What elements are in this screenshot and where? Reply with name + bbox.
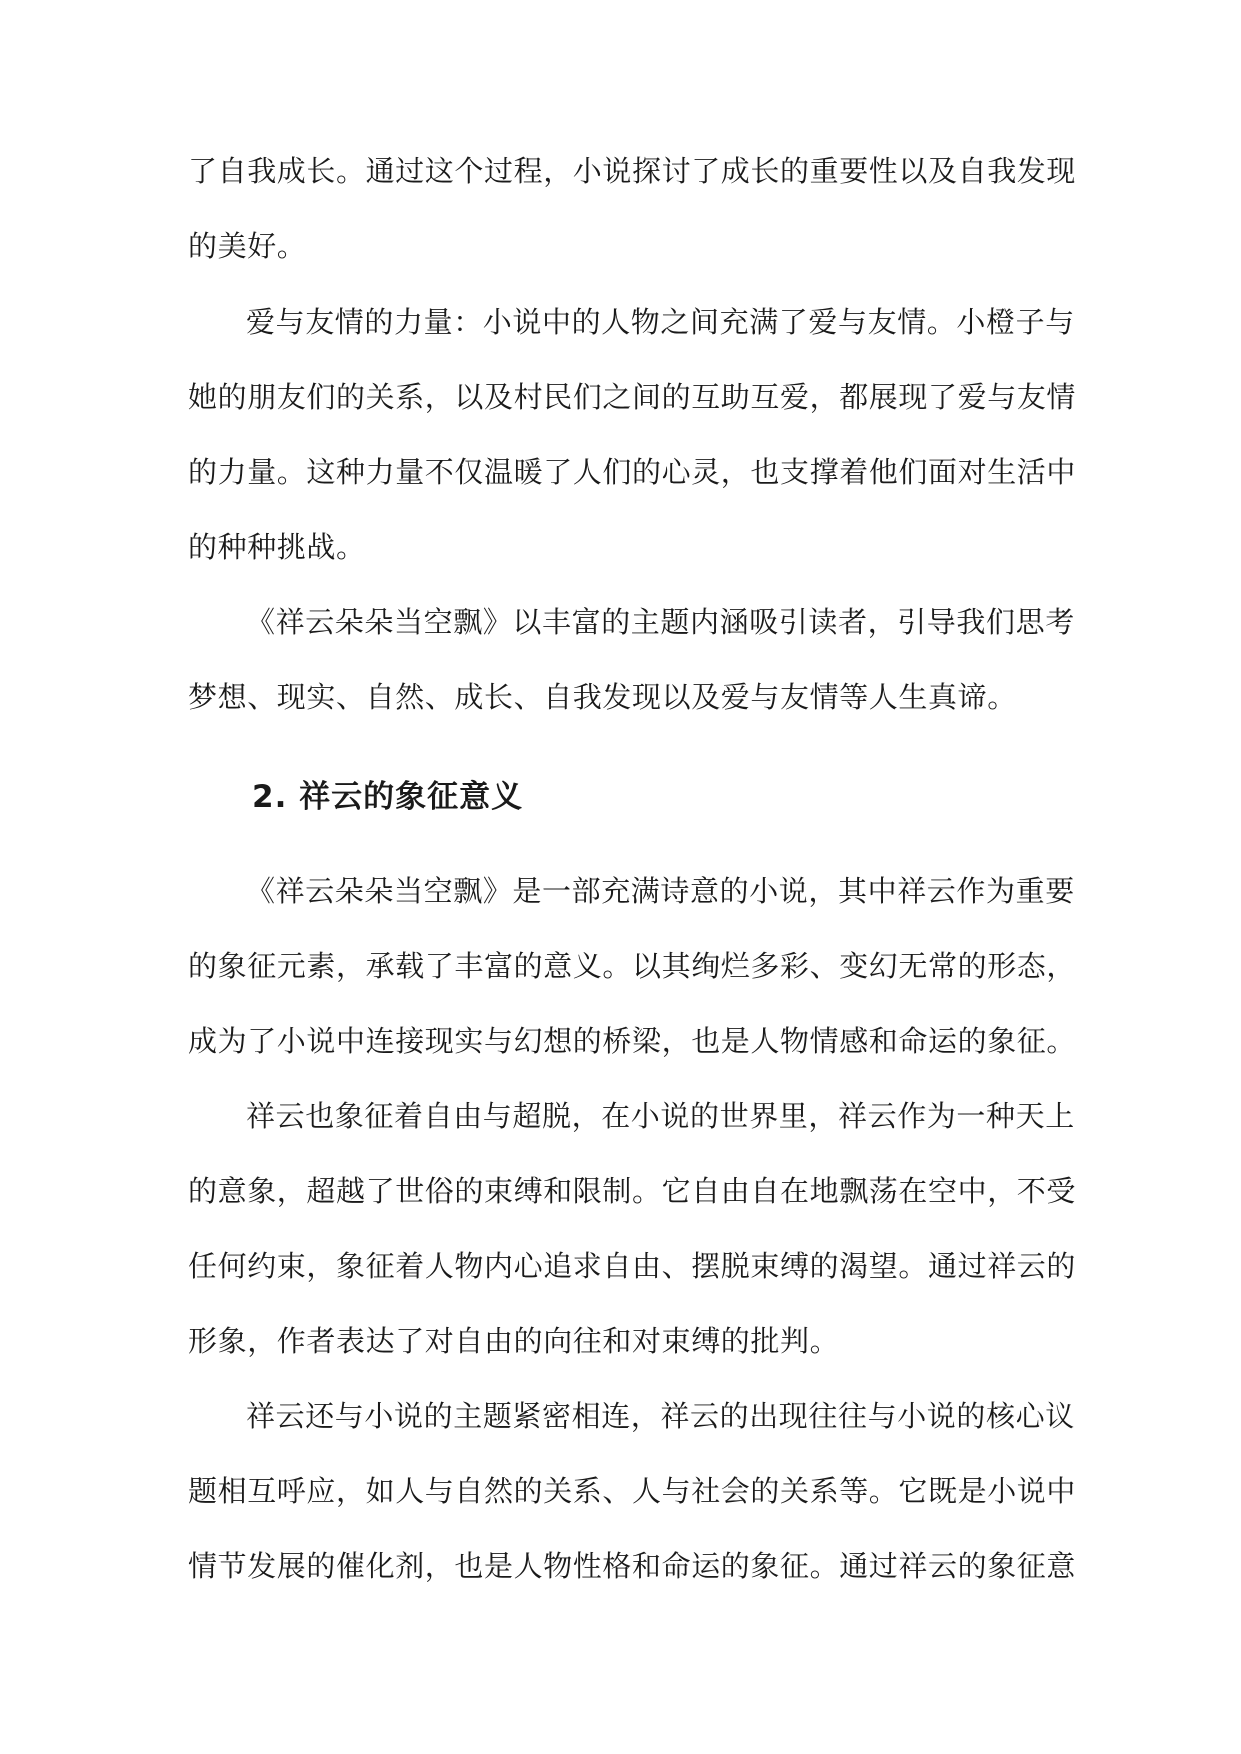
section-heading: 2. 祥云的象征意义 — [252, 779, 524, 815]
body-text-line: 任何约束，象征着人物内心追求自由、摆脱束缚的渴望。通过祥云的 — [188, 1249, 1077, 1283]
body-text-line: 的力量。这种力量不仅温暖了人们的心灵，也支撑着他们面对生活中 — [188, 455, 1077, 489]
body-text-line: 形象，作者表达了对自由的向往和对束缚的批判。 — [188, 1324, 840, 1358]
body-text-line: 的种种挑战。 — [188, 530, 366, 564]
paragraph-first-line: 祥云还与小说的主题紧密相连，祥云的出现往往与小说的核心议 — [246, 1399, 1075, 1433]
body-text-line: 题相互呼应，如人与自然的关系、人与社会的关系等。它既是小说中 — [188, 1474, 1077, 1508]
paragraph-first-line: 爱与友情的力量：小说中的人物之间充满了爱与友情。小橙子与 — [246, 305, 1075, 339]
body-text-line: 梦想、现实、自然、成长、自我发现以及爱与友情等人生真谛。 — [188, 680, 1017, 714]
body-text-line: 的象征元素，承载了丰富的意义。以其绚烂多彩、变幻无常的形态， — [188, 949, 1077, 983]
body-text-line: 成为了小说中连接现实与幻想的桥梁，也是人物情感和命运的象征。 — [188, 1024, 1077, 1058]
body-text-line: 她的朋友们的关系，以及村民们之间的互助互爱，都展现了爱与友情 — [188, 380, 1077, 414]
body-text-line: 了自我成长。通过这个过程，小说探讨了成长的重要性以及自我发现 — [188, 154, 1077, 188]
body-text-line: 的意象，超越了世俗的束缚和限制。它自由自在地飘荡在空中，不受 — [188, 1174, 1077, 1208]
body-text-line: 的美好。 — [188, 229, 307, 263]
paragraph-first-line: 《祥云朵朵当空飘》是一部充满诗意的小说，其中祥云作为重要 — [246, 874, 1075, 908]
body-text-line: 情节发展的催化剂，也是人物性格和命运的象征。通过祥云的象征意 — [188, 1549, 1077, 1583]
paragraph-first-line: 祥云也象征着自由与超脱，在小说的世界里，祥云作为一种天上 — [246, 1099, 1075, 1133]
paragraph-first-line: 《祥云朵朵当空飘》以丰富的主题内涵吸引读者，引导我们思考 — [246, 605, 1075, 639]
